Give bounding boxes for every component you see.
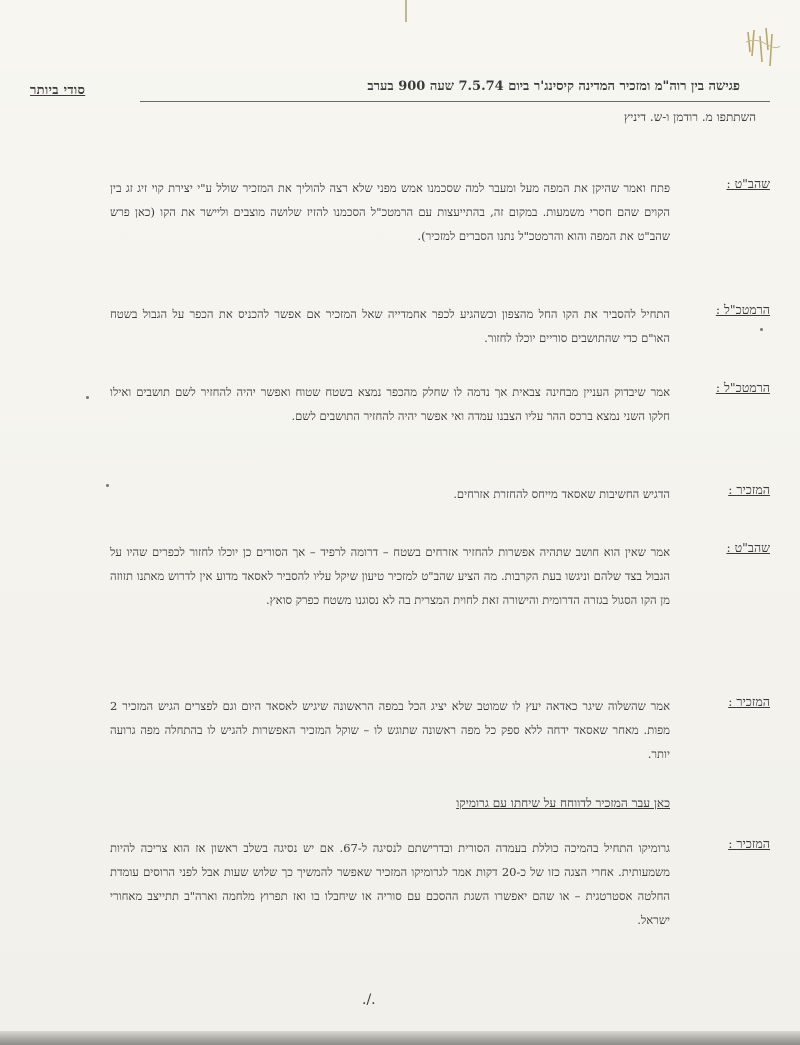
speaker-label: המזכיר : xyxy=(728,482,770,497)
section-heading: כאן עבר המזכיר לדווחח על שיחתו עם גרומיקו xyxy=(456,796,670,810)
scan-artifact-mark xyxy=(405,0,407,22)
speaker-label: המזכיר : xyxy=(728,836,770,851)
speaker-name: שהב"ט xyxy=(734,176,770,191)
title-underline xyxy=(140,101,770,102)
speaker-name: הרמטכ"ל xyxy=(724,302,770,317)
speaker-label: שהב"ט : xyxy=(726,176,770,191)
entry-text: אמר שאין הוא חושב שתהיה אפשרות להחזיר אזרחים בשטח – דרומה לרפיד – אך הסורים כן יוכלו לחזור לכפרים שהיו על הגבול בצד שלהם וניגשו בעת הקרבות. מה הציע שהב"ט למזכיר טיעון שיקל עליו להסביר לאסאד מדוע אין לדרוש מאתנו תזוזה מן הקו הסגול בגזרה הדרומית והישורה זאת לחוית המצרית בה לא נסוגנו משטח כפרק סואץ. xyxy=(110,545,670,607)
speaker-name: המזכיר xyxy=(736,836,770,851)
speaker-label: הרמטכ"ל : xyxy=(715,302,770,317)
entry-text: אמר שיבדוק העניין מבחינה צבאית אך נדמה לו שחלק מהכפר נמצא בשטח שטוח ואפשר יהיה להחזיר לשם תושבים ואילו חלקו השני נמצא ברכס ההר עליו הצבנו עמדה ואי אפשר יהיה להחזיר התושבים לשם. xyxy=(110,385,670,423)
speaker-label: המזכיר : xyxy=(728,694,770,709)
speaker-name: המזכיר xyxy=(736,482,770,497)
corner-handwriting-icon xyxy=(742,22,782,82)
page-title: פגישה בין רוה"מ ומזכיר המדינה קיסינג'ר ביום 7.5.74 שעה 900 בערב xyxy=(367,79,740,94)
scan-bottom-edge xyxy=(0,1031,800,1045)
speaker-label: הרמטכ"ל : xyxy=(715,380,770,395)
speaker-label: שהב"ט : xyxy=(726,540,770,555)
entry-text: אמר שהשלוה שיגר כאדאה יעץ לו שמוטב שלא יציג הכל במפה הראשונה שיגיש לאסאד היום וגם לפצרים הגיש המזכיר 2 מפות. מאחר שאסאד ידחה ללא ספק כל מפה ראשונה שתוגש לו – שוקל המזכיר האפשרות להגיש לו בהתחלה מפה גרועה יותר. xyxy=(110,699,670,761)
scan-speck xyxy=(106,484,109,487)
entry-text: גרומיקו התחיל בהמיכה כוללת בעמדה הסורית ובדרישתם לנסיגה ל-67. אם יש נסיגה בשלב ראשון אז הוא צריכה להיות משמעותית. אחרי הצגה כזו של כ-20 דקות אמר לגרומיקו המזכיר שאפשר להמשיך כך שלוש שעות אבל לפני הרוסים עומדת החלטה אסטרטגית – או שהם יאפשרו השגת ההסכם עם סוריה או שיחבלו בו ואז תפרוץ מלחמה וארה"ב תתייצב מאחורי ישראל. xyxy=(110,841,671,927)
scan-speck xyxy=(760,328,763,331)
participants-line: השתתפו מ. רודמן ו-ש. דיניץ xyxy=(623,110,756,124)
entry-text: פתח ואמר שהיקן את המפה מעל ומעבר למה שסכמנו אמש מפני שלא רצה להוליך את המזכיר שולל ע"י יצירת קוי זיג זג בין הקוים שהם חסרי משמעות. במקום זה, בהתייעצות עם הרמטכ"ל הסכמנו להזיז שלושה מוצבים וליישר את הקו (כאן פרש שהב"ט את המפה והוא והרמטכ"ל נתנו הסברים למזכיר). xyxy=(110,181,670,243)
entry-text: הדגיש החשיבות שאסאד מייחס להחזרת אזרחים. xyxy=(453,487,670,501)
speaker-name: הרמטכ"ל xyxy=(724,380,770,395)
speaker-name: המזכיר xyxy=(736,694,770,709)
entry-text: התחיל להסביר את הקו החל מהצפון וכשהגיע לכפר אחמדייה שאל המזכיר אם אפשר להכניס את הכפר על הגבול בשטח האו"ם כדי שהתושבים סוריים יוכלו לחזור. xyxy=(110,307,670,345)
scan-speck xyxy=(86,396,89,399)
speaker-name: שהב"ט xyxy=(734,540,770,555)
page-continuation-mark: ./. xyxy=(362,992,376,1008)
classification-stamp: סודי ביותר xyxy=(30,83,86,98)
